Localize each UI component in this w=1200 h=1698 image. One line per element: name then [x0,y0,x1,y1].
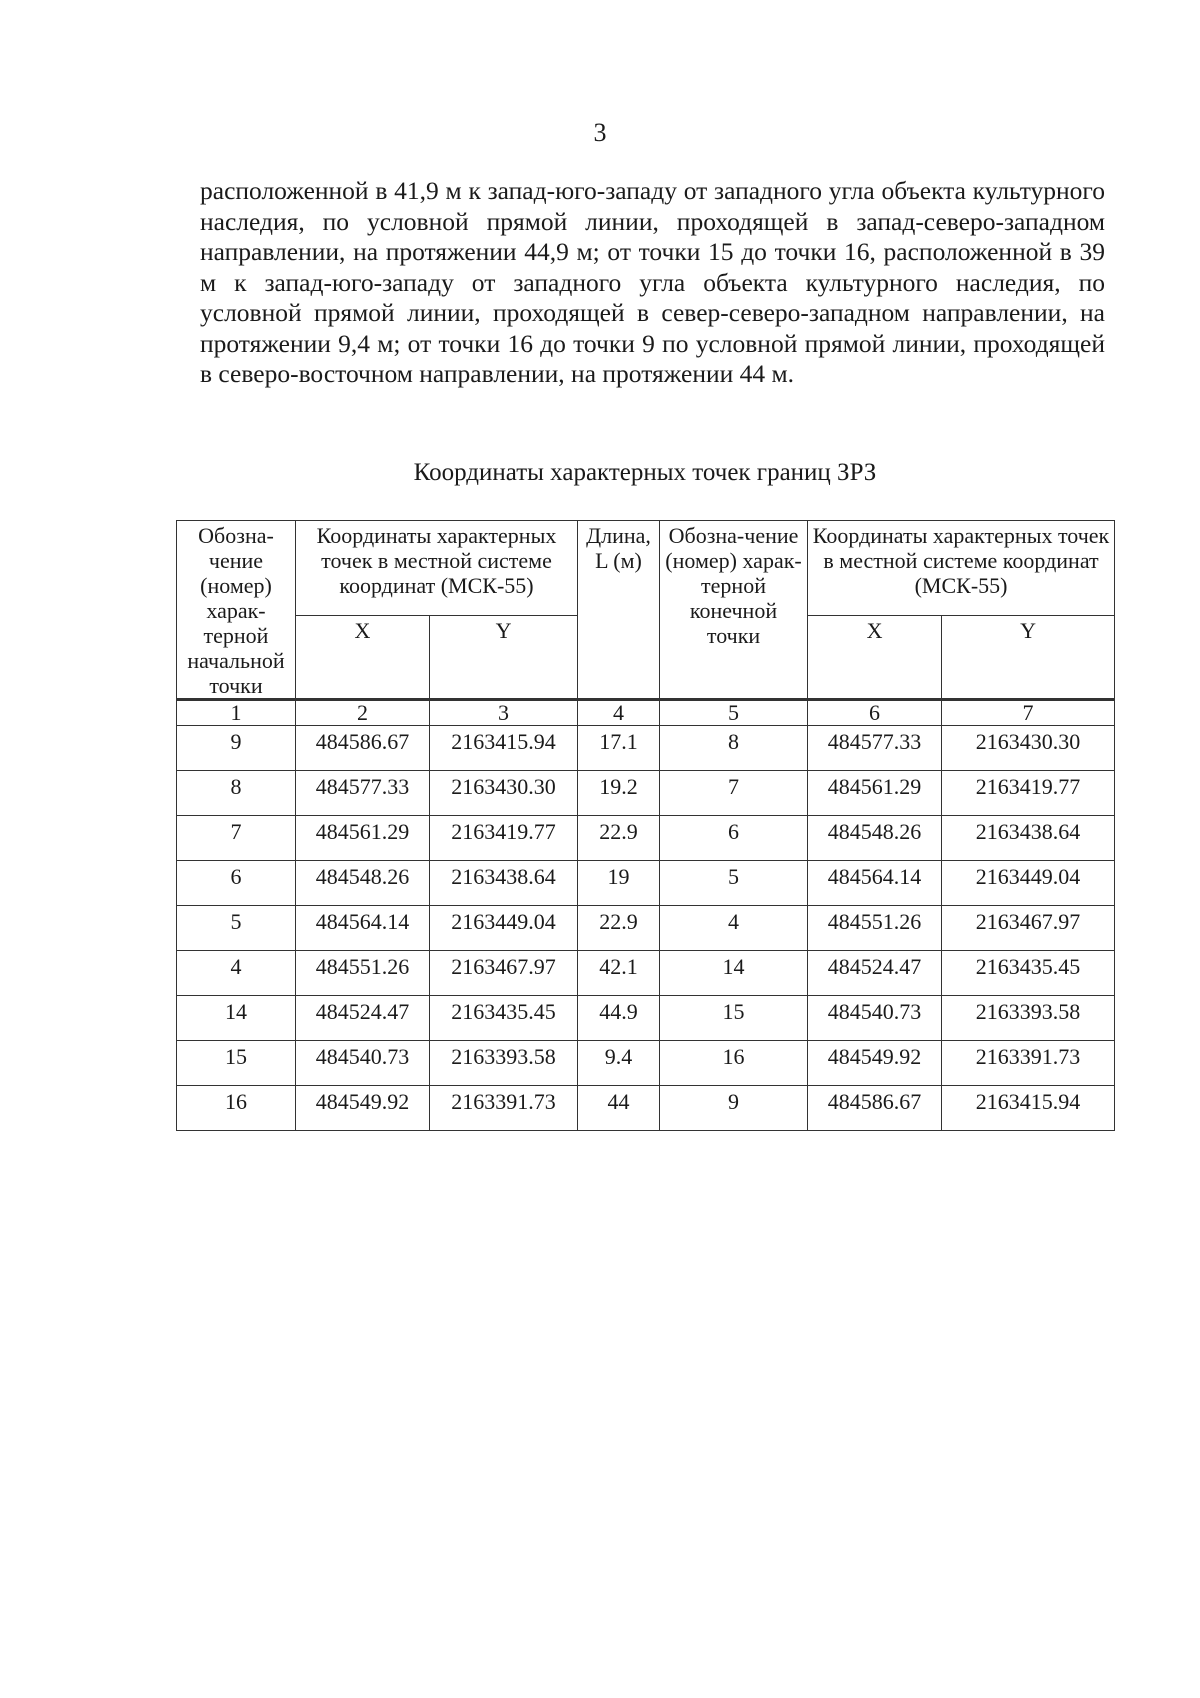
y-start-cell: 2163430.30 [430,771,578,816]
start-point-cell: 8 [177,771,296,816]
column-number: 6 [808,700,942,726]
y-start-cell: 2163419.77 [430,816,578,861]
column-number: 5 [660,700,808,726]
x-end-cell: 484561.29 [808,771,942,816]
y-end-cell: 2163391.73 [942,1041,1115,1086]
column-number: 4 [578,700,660,726]
start-point-cell: 6 [177,861,296,906]
coordinates-table [176,520,1115,1131]
length-cell: 19 [578,861,660,906]
x-end-cell: 484548.26 [808,816,942,861]
length-cell: 44.9 [578,996,660,1041]
table-row [177,906,1115,951]
column-number-row [177,700,1115,726]
x-end-cell: 484524.47 [808,951,942,996]
table-row [177,816,1115,861]
table-row [177,951,1115,996]
y-end-cell: 2163467.97 [942,906,1115,951]
y-start-cell: 2163435.45 [430,996,578,1041]
x-end-cell: 484540.73 [808,996,942,1041]
y-start-cell: 2163393.58 [430,1041,578,1086]
end-point-cell: 16 [660,1041,808,1086]
x-start-cell: 484524.47 [296,996,430,1041]
x-end-cell: 484549.92 [808,1041,942,1086]
y-end-cell: 2163438.64 [942,816,1115,861]
start-point-cell: 4 [177,951,296,996]
y-start-cell: 2163415.94 [430,726,578,771]
table-title: Координаты характерных точек границ ЗРЗ [413,459,877,486]
y-end-cell: 2163449.04 [942,861,1115,906]
length-cell: 44 [578,1086,660,1131]
end-point-cell: 14 [660,951,808,996]
length-cell: 42.1 [578,951,660,996]
x-start-cell: 484564.14 [296,906,430,951]
start-point-cell: 9 [177,726,296,771]
end-point-cell: 9 [660,1086,808,1131]
table-row [177,861,1115,906]
end-point-cell: 8 [660,726,808,771]
end-point-cell: 6 [660,816,808,861]
body-paragraph: расположенной в 41,9 м к запад-юго-западу от западного угла объекта культурного наследия, по условной прямой линии, проходящей в запад-северо-западном направлении, на протяжении 44,9 м; от точки 15 до точки 16, расположенной в 39 м к запад-юго-западу от западного угла объекта культурного наследия, по условной прямой линии, проходящей в север-северо-западном направлении, на протяжении 9,4 м; от точки 16 до точки 9 по условной прямой линии, проходящей в северо-восточном направлении, на протяжении 44 м. [200,176,1105,388]
y-start-cell: 2163467.97 [430,951,578,996]
start-point-cell: 15 [177,1041,296,1086]
end-point-cell: 15 [660,996,808,1041]
header-length: Длина, L (м) [578,521,660,700]
column-number: 2 [296,700,430,726]
y-start-cell: 2163391.73 [430,1086,578,1131]
x-end-cell: 484564.14 [808,861,942,906]
x-start-cell: 484549.92 [296,1086,430,1131]
length-cell: 19.2 [578,771,660,816]
table-row [177,726,1115,771]
end-point-cell: 7 [660,771,808,816]
x-end-cell: 484586.67 [808,1086,942,1131]
length-cell: 17.1 [578,726,660,771]
column-number: 3 [430,700,578,726]
table-row [177,771,1115,816]
x-start-cell: 484586.67 [296,726,430,771]
start-point-cell: 14 [177,996,296,1041]
header-end-point: Обозна-чение (номер) харак-терной конечной точки [660,521,808,700]
header-x-end: X [808,616,942,700]
header-coords-end: Координаты характерных точек в местной системе координат (МСК-55) [808,521,1115,616]
y-end-cell: 2163415.94 [942,1086,1115,1131]
y-start-cell: 2163449.04 [430,906,578,951]
x-end-cell: 484577.33 [808,726,942,771]
header-y-start: Y [430,616,578,700]
page-number: 3 [593,118,607,147]
length-cell: 22.9 [578,816,660,861]
start-point-cell: 5 [177,906,296,951]
x-start-cell: 484561.29 [296,816,430,861]
start-point-cell: 16 [177,1086,296,1131]
length-cell: 22.9 [578,906,660,951]
header-start-point: Обозна-чение (номер) харак-терной начальной точки [177,521,296,700]
x-start-cell: 484577.33 [296,771,430,816]
column-number: 1 [177,700,296,726]
y-end-cell: 2163419.77 [942,771,1115,816]
header-y-end: Y [942,616,1115,700]
start-point-cell: 7 [177,816,296,861]
y-end-cell: 2163430.30 [942,726,1115,771]
x-end-cell: 484551.26 [808,906,942,951]
end-point-cell: 5 [660,861,808,906]
table-row [177,996,1115,1041]
header-coords-start: Координаты характерных точек в местной системе координат (МСК-55) [296,521,578,616]
header-x-start: X [296,616,430,700]
table-row [177,1041,1115,1086]
length-cell: 9.4 [578,1041,660,1086]
end-point-cell: 4 [660,906,808,951]
column-number: 7 [942,700,1115,726]
x-start-cell: 484551.26 [296,951,430,996]
x-start-cell: 484548.26 [296,861,430,906]
table-row [177,1086,1115,1131]
y-end-cell: 2163435.45 [942,951,1115,996]
x-start-cell: 484540.73 [296,1041,430,1086]
y-start-cell: 2163438.64 [430,861,578,906]
y-end-cell: 2163393.58 [942,996,1115,1041]
